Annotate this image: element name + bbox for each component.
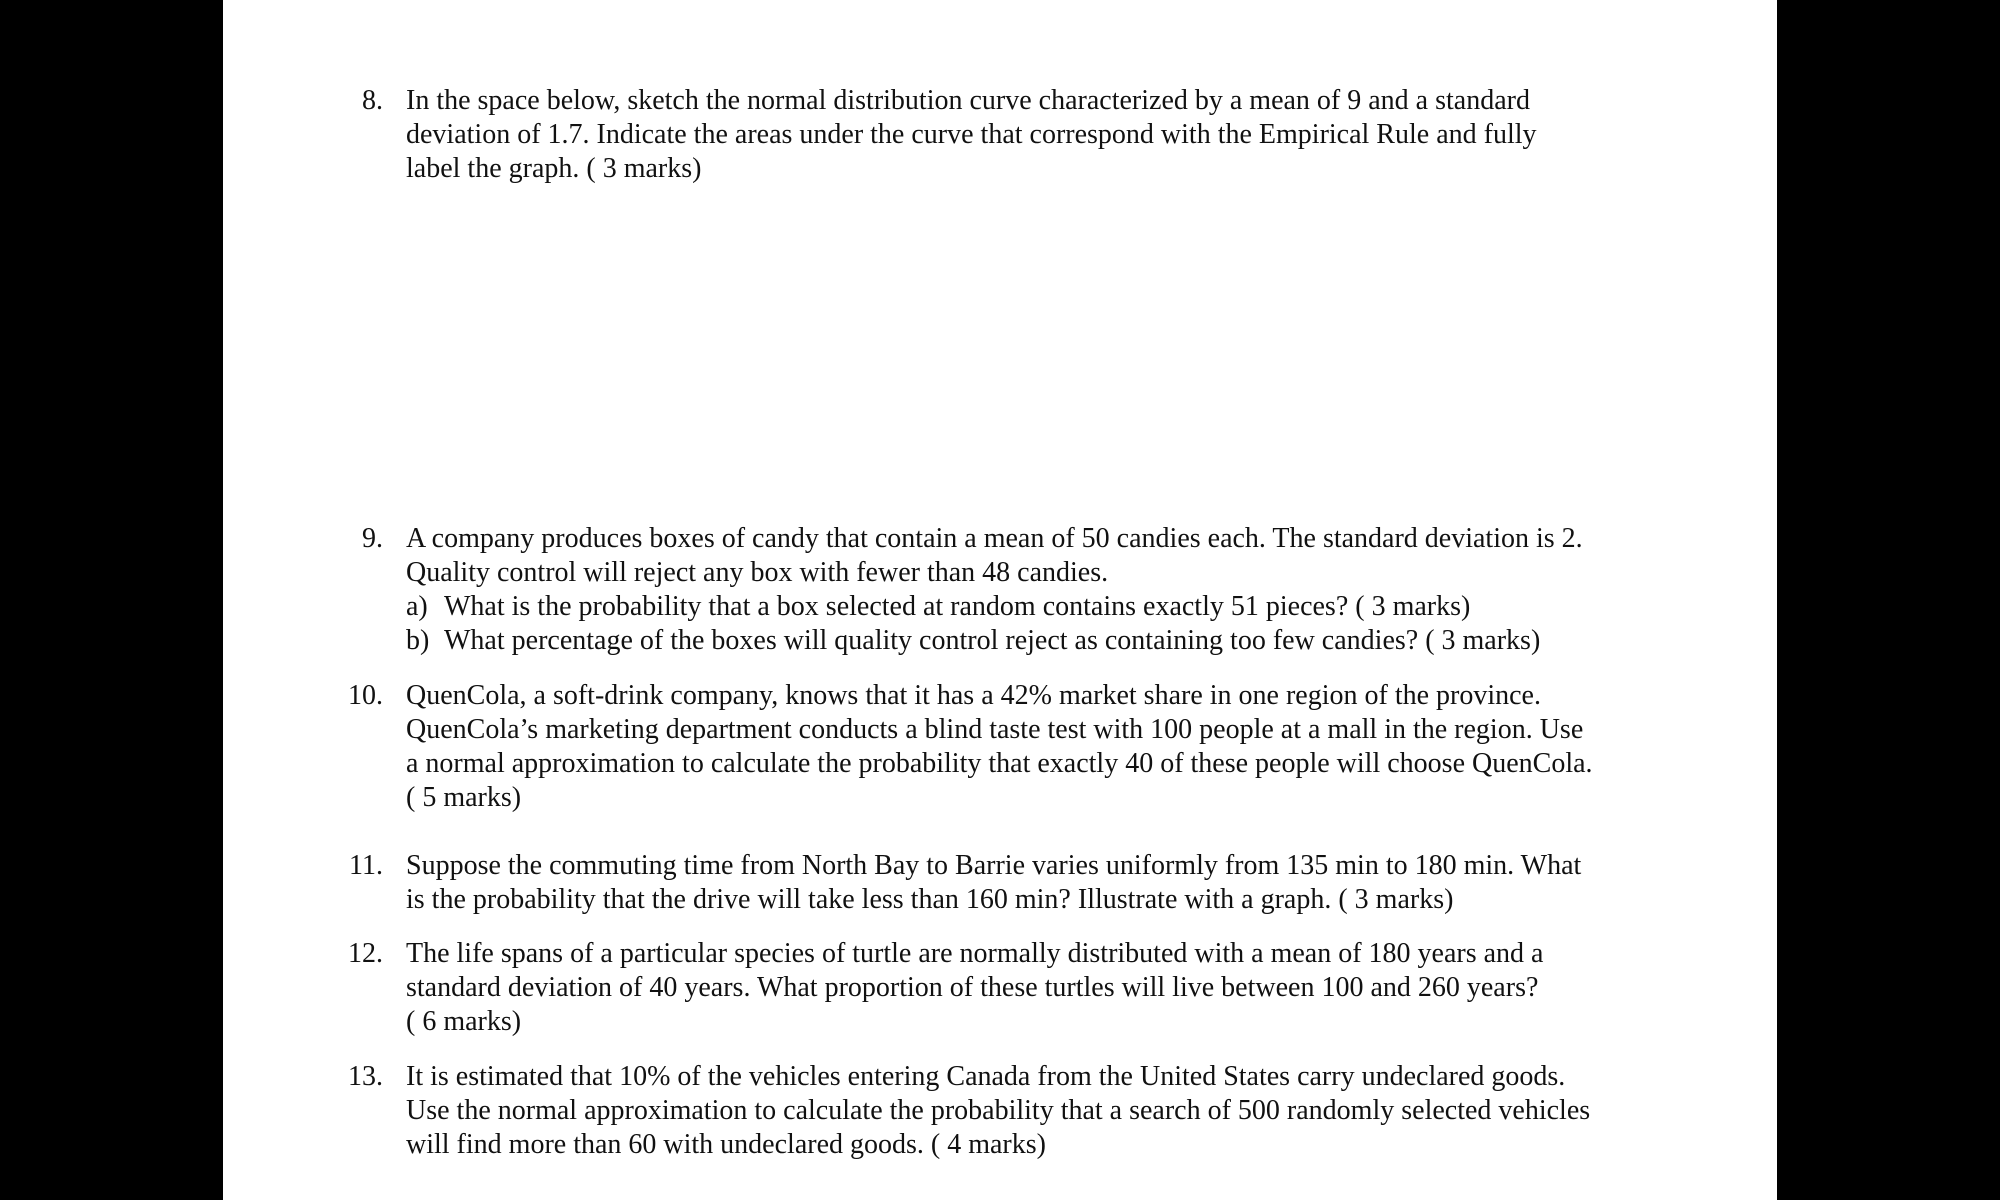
question-line: will find more than 60 with undeclared goods. ( 4 marks) bbox=[406, 1129, 1046, 1160]
document-page bbox=[223, 0, 1777, 1200]
question-line: Quality control will reject any box with fewer than 48 candies. bbox=[406, 557, 1109, 588]
question-text bbox=[406, 84, 1646, 186]
question-line: is the probability that the drive will take less than 160 min? Illustrate with a graph. ( 3 marks) bbox=[406, 884, 1454, 915]
question-line: a normal approximation to calculate the probability that exactly 40 of these people will choose QuenCola. bbox=[406, 748, 1593, 779]
question-line: Suppose the commuting time from North Bay to Barrie varies uniformly from 135 min to 180 min. What bbox=[406, 850, 1582, 881]
question-number: 8. bbox=[362, 85, 383, 116]
question-line: The life spans of a particular species of turtle are normally distributed with a mean of 180 years and a bbox=[406, 938, 1544, 969]
question-line: In the space below, sketch the normal distribution curve characterized by a mean of 9 and a standard bbox=[406, 85, 1530, 116]
question-line: label the graph. ( 3 marks) bbox=[406, 153, 702, 184]
question-text bbox=[406, 937, 1646, 1039]
question-line: ( 5 marks) bbox=[406, 782, 522, 813]
question-text bbox=[406, 849, 1646, 917]
question-line: ( 6 marks) bbox=[406, 1006, 522, 1037]
question-text bbox=[406, 522, 1646, 658]
sub-question-a: a) What is the probability that a box selected at random contains exactly 51 pieces? ( 3 marks) bbox=[406, 591, 1471, 622]
question-number: 10. bbox=[348, 680, 383, 711]
question-line: Use the normal approximation to calculate the probability that a search of 500 randomly selected vehicles bbox=[406, 1095, 1591, 1126]
question-line: A company produces boxes of candy that contain a mean of 50 candies each. The standard deviation is 2. bbox=[406, 523, 1583, 554]
question-line: deviation of 1.7. Indicate the areas under the curve that correspond with the Empirical Rule and fully bbox=[406, 119, 1537, 150]
question-text bbox=[406, 679, 1646, 815]
question-line: It is estimated that 10% of the vehicles entering Canada from the United States carry undeclared goods. bbox=[406, 1061, 1566, 1092]
question-number: 9. bbox=[362, 523, 383, 554]
question-line: QuenCola, a soft-drink company, knows that it has a 42% market share in one region of the province. bbox=[406, 680, 1541, 711]
question-line: standard deviation of 40 years. What proportion of these turtles will live between 100 and 260 years? bbox=[406, 972, 1539, 1003]
question-line: QuenCola’s marketing department conducts a blind taste test with 100 people at a mall in the region. Use bbox=[406, 714, 1584, 745]
question-text bbox=[406, 1060, 1646, 1162]
sub-question-b: b) What percentage of the boxes will quality control reject as containing too few candies? ( 3 marks) bbox=[406, 625, 1541, 656]
question-number: 11. bbox=[349, 850, 383, 881]
question-number: 12. bbox=[348, 938, 383, 969]
question-number: 13. bbox=[348, 1061, 383, 1092]
